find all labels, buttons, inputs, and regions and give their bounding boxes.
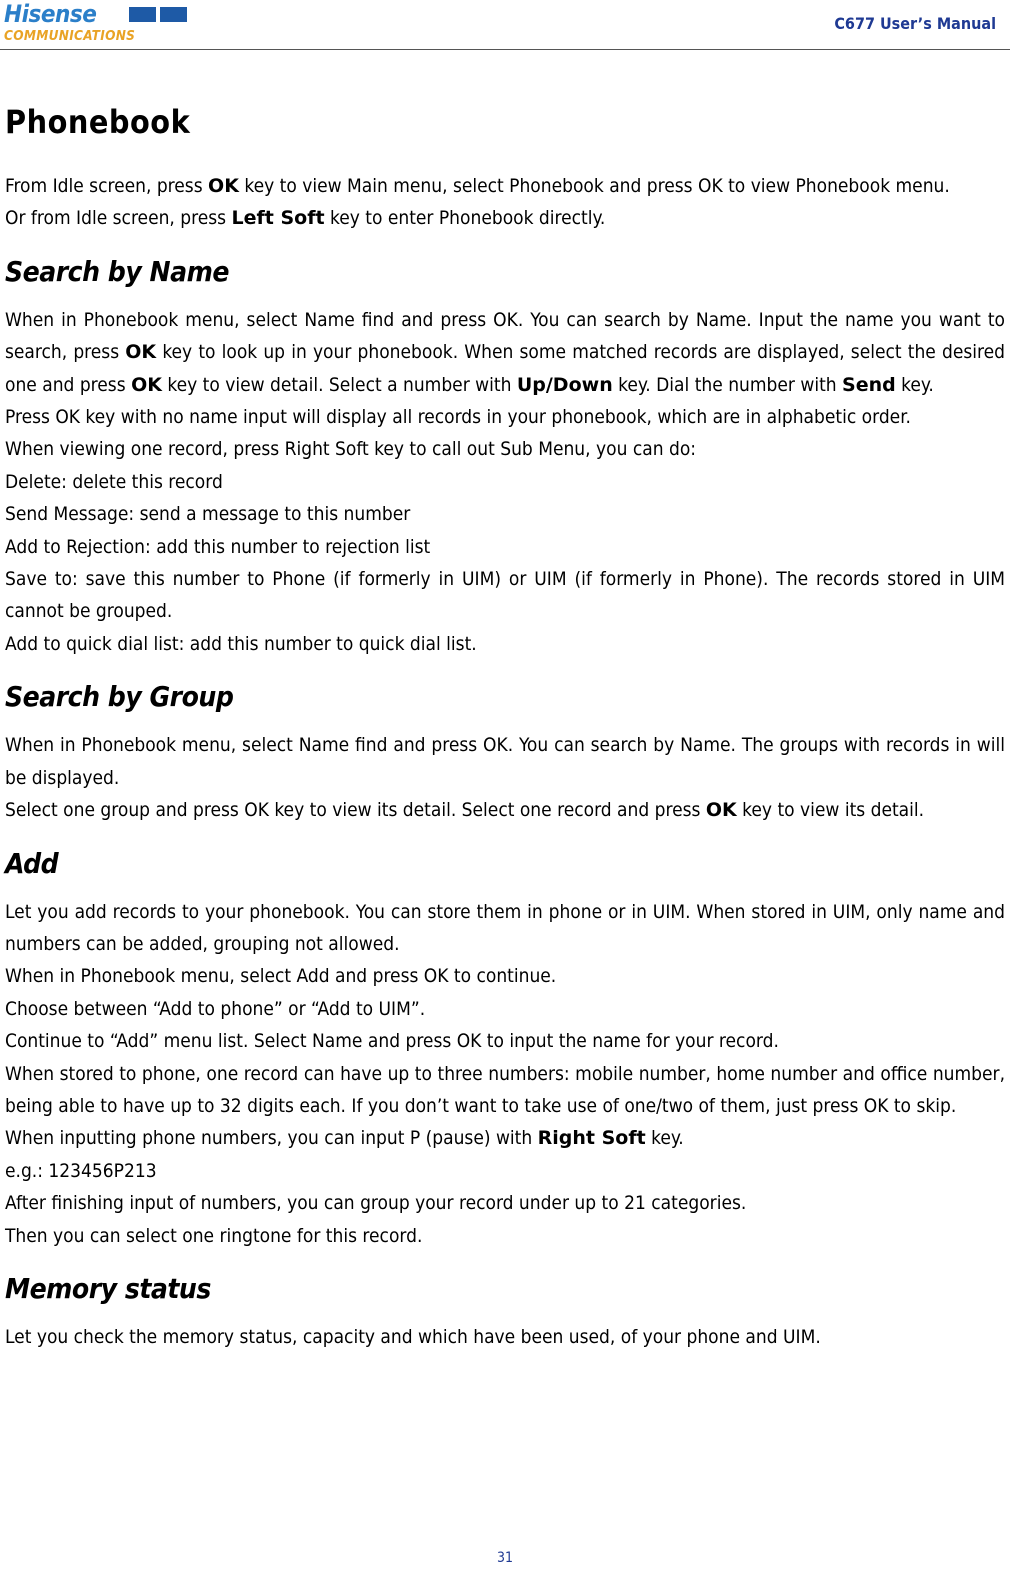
document-title: C677 User’s Manual	[834, 14, 996, 33]
page-content	[5, 100, 1005, 1353]
paragraph: Save to: save this number to Phone (if formerly in UIM) or UIM (if formerly in Phone). The records stored in UIM cannot be grouped.	[5, 568, 1005, 623]
logo-sub-text: COMMUNICATIONS	[4, 28, 136, 44]
page-header	[0, 0, 1010, 50]
intro-paragraph: Or from Idle screen, press Left Soft key to enter Phonebook directly.	[5, 207, 606, 230]
paragraph: Delete: delete this record	[5, 470, 223, 493]
intro-paragraph: From Idle screen, press OK key to view Main menu, select Phonebook and press OK to view Phonebook menu.	[5, 175, 950, 197]
paragraph: Let you check the memory status, capacity and which have been used, of your phone and UIM.	[5, 1325, 821, 1348]
paragraph: When inputting phone numbers, you can input P (pause) with Right Soft key.	[5, 1127, 684, 1150]
paragraph: When in Phonebook menu, select Name find and press OK. You can search by Name. Input the name you want to search, press OK key to look up in your phonebook. When some matched records are displayed, select the desired one and press OK key to view detail. Select a number with Up/Down key. Dial the number with Send key.	[5, 308, 1005, 396]
paragraph: Continue to “Add” menu list. Select Name and press OK to input the name for your record.	[5, 1030, 779, 1053]
subsection-heading: Search by Group	[5, 680, 234, 714]
paragraph: Then you can select one ringtone for this record.	[5, 1224, 423, 1247]
page-number: 31	[496, 1550, 514, 1566]
paragraph: Add to Rejection: add this number to rejection list	[5, 535, 431, 558]
paragraph: When in Phonebook menu, select Add and press OK to continue.	[5, 965, 557, 988]
paragraph: When stored to phone, one record can have up to three numbers: mobile number, home number and office number, being able to have up to 32 digits each. If you don’t want to take use of one/two of them, just press OK to skip.	[5, 1062, 1005, 1117]
paragraph: Choose between “Add to phone” or “Add to UIM”.	[5, 997, 426, 1020]
subsection-heading: Search by Name	[5, 254, 229, 288]
logo-chinese-mark	[129, 7, 191, 22]
paragraph: After finishing input of numbers, you can group your record under up to 21 categories.	[5, 1192, 747, 1215]
paragraph: When in Phonebook menu, select Name find and press OK. You can search by Name. The groups with records in will be displayed.	[5, 734, 1005, 789]
paragraph: Select one group and press OK key to view its detail. Select one record and press OK key to view its detail.	[5, 799, 925, 822]
paragraph: When viewing one record, press Right Soft key to call out Sub Menu, you can do:	[5, 438, 697, 461]
subsection-heading: Add	[5, 846, 59, 880]
paragraph: e.g.: 123456P213	[5, 1159, 157, 1182]
hisense-logo	[4, 2, 194, 46]
paragraph: Add to quick dial list: add this number to quick dial list.	[5, 632, 477, 655]
paragraph: Send Message: send a message to this number	[5, 503, 411, 526]
paragraph: Press OK key with no name input will display all records in your phonebook, which are in alphabetic order.	[5, 406, 911, 429]
section-title: Phonebook	[5, 103, 191, 141]
paragraph: Let you add records to your phonebook. You can store them in phone or in UIM. When stored in UIM, only name and numbers can be added, grouping not allowed.	[5, 900, 1005, 955]
logo-brand-text: Hisense	[4, 0, 97, 28]
subsection-heading: Memory status	[5, 1271, 211, 1305]
